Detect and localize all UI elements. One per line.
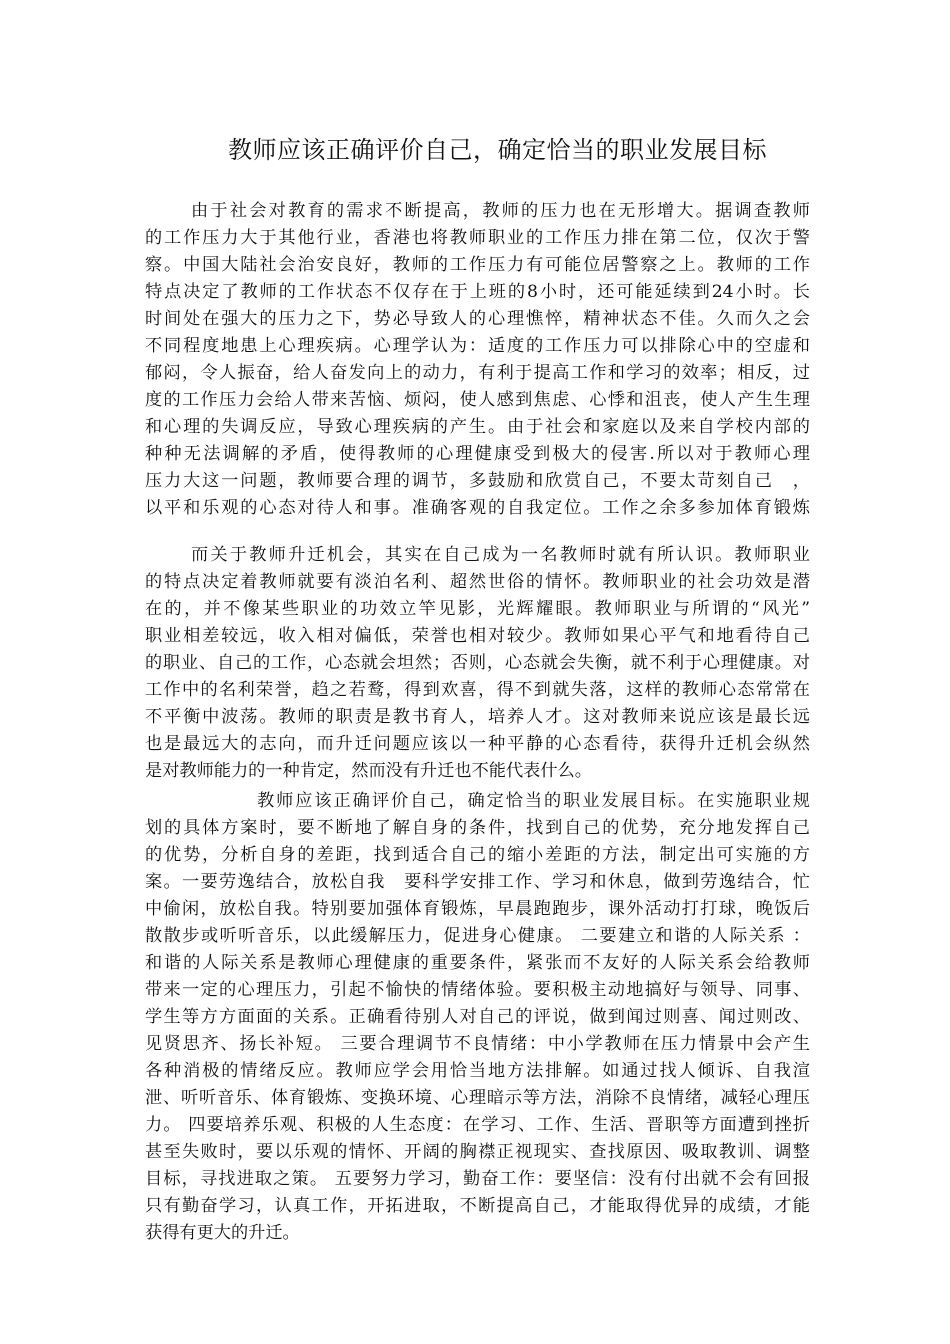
text-line: 散散步或听听音乐，以此缓解压力，促进身心健康。 二要建立和谐的人际关系 ： (145, 926, 810, 946)
text-line: 在的，并不像某些职业的功效立竿见影，光辉耀眼。教师职业与所谓的“风光” (145, 599, 810, 619)
text-line: 划的具体方案时，要不断地了解自身的条件，找到自己的优势，充分地发挥自己 (145, 818, 810, 838)
text-line: 郁闷，令人振奋，给人奋发向上的动力，有利于提高工作和学习的效率；相反，过 (145, 363, 810, 383)
paragraph-career-goals (145, 788, 810, 1247)
text-line: 也是最远大的志向，而升迁问题应该以一种平静的心态看待，获得升迁机会纵然 (145, 734, 810, 754)
text-line: 种种无法调解的矛盾，使得教师的心理健康受到极大的侵害.所以对于教师心理 (145, 444, 810, 464)
text-line: 各种消极的情绪反应。教师应学会用恰当地方法排解。如通过找人倾诉、自我渲 (145, 1061, 810, 1081)
text-line: 时间处在强大的压力之下，势必导致人的心理憔悴，精神状态不佳。久而久之会 (145, 309, 810, 329)
text-line: 目标，寻找进取之策。 五要努力学习，勤奋工作：要坚信：没有付出就不会有回报 (145, 1169, 810, 1189)
text-line: 的优势，分析自身的差距，找到适合自己的缩小差距的方法，制定出可实施的方 (145, 845, 810, 865)
text-line: 案。一要劳逸结合，放松自我 要科学安排工作、学习和休息，做到劳逸结合，忙 (145, 872, 810, 892)
text-line: 而关于教师升迁机会，其实在自己成为一名教师时就有所认识。教师职业 (191, 545, 810, 565)
text-line: 工作中的名利荣誉，趋之若鹜，得到欢喜，得不到就失落，这样的教师心态常常在 (145, 680, 810, 700)
text-line: 学生等方方面面的关系。正确看待别人对自己的评说，做到闻过则喜、闻过则改、 (145, 1007, 810, 1027)
text-line: 度的工作压力会给人带来苦恼、烦闷，使人感到焦虑、心悸和沮丧，使人产生生理 (145, 390, 810, 410)
text-line: 甚至失败时，要以乐观的情怀、开阔的胸襟正视现实、查找原因、吸取教训、调整 (145, 1142, 810, 1162)
text-line: 中偷闲，放松自我。特别要加强体育锻炼，早晨跑跑步，课外活动打打球，晚饭后 (145, 899, 810, 919)
text-line: 察。中国大陆社会治安良好，教师的工作压力有可能位居警察之上。教师的工作 (145, 255, 810, 275)
document-title: 教师应该正确评价自己，确定恰当的职业发展目标 (228, 136, 767, 164)
text-line: 由于社会对教育的需求不断提高，教师的压力也在无形增大。据调查教师 (191, 201, 810, 221)
text-line: 以平和乐观的心态对待人和事。准确客观的自我定位。工作之余多参加体育锻炼 (145, 498, 810, 518)
text-line: 特点决定了教师的工作状态不仅存在于上班的8小时，还可能延续到24小时。长 (145, 282, 810, 302)
text-line: 压力大这一问题，教师要合理的调节，多鼓励和欣赏自己，不要太苛刻自己 ， (145, 471, 810, 491)
text-line: 的职业、自己的工作，心态就会坦然；否则，心态就会失衡，就不利于心理健康。对 (145, 653, 810, 673)
text-line: 和心理的失调反应，导致心理疾病的产生。由于社会和家庭以及来自学校内部的 (145, 417, 810, 437)
text-line: 不同程度地患上心理疾病。心理学认为：适度的工作压力可以排除心中的空虚和 (145, 336, 810, 356)
text-line: 和谐的人际关系是教师心理健康的重要条件，紧张而不友好的人际关系会给教师 (145, 953, 810, 973)
text-line: 泄、听听音乐、体育锻炼、变换环境、心理暗示等方法，消除不良情绪，减轻心理压 (145, 1088, 810, 1108)
text-line: 的特点决定着教师就要有淡泊名利、超然世俗的情怀。教师职业的社会功效是潜 (145, 572, 810, 592)
text-line: 力。 四要培养乐观、积极的人生态度：在学习、工作、生活、晋职等方面遭到挫折 (145, 1115, 810, 1135)
text-line: 带来一定的心理压力，引起不愉快的情绪体验。要积极主动地搞好与领导、同事、 (145, 980, 810, 1000)
text-line: 是对教师能力的一种肯定，然而没有升迁也不能代表什么。 (145, 761, 592, 781)
paragraph-promotion (145, 542, 810, 785)
text-line: 的工作压力大于其他行业，香港也将教师职业的工作压力排在第二位，仅次于警 (145, 228, 810, 248)
paragraph-stress (145, 198, 810, 522)
text-line: 职业相差较远，收入相对偏低，荣誉也相对较少。教师如果心平气和地看待自己 (145, 626, 810, 646)
text-line: 获得有更大的升迁。 (145, 1223, 300, 1243)
text-line: 不平衡中波荡。教师的职责是教书育人，培养人才。这对教师来说应该是最长远 (145, 707, 810, 727)
text-line: 教师应该正确评价自己，确定恰当的职业发展目标。在实施职业规 (257, 791, 810, 811)
text-line: 只有勤奋学习，认真工作，开拓进取，不断提高自己，才能取得优异的成绩，才能 (145, 1196, 810, 1216)
text-line: 见贤思齐、扬长补短。 三要合理调节不良情绪：中小学教师在压力情景中会产生 (145, 1034, 810, 1054)
